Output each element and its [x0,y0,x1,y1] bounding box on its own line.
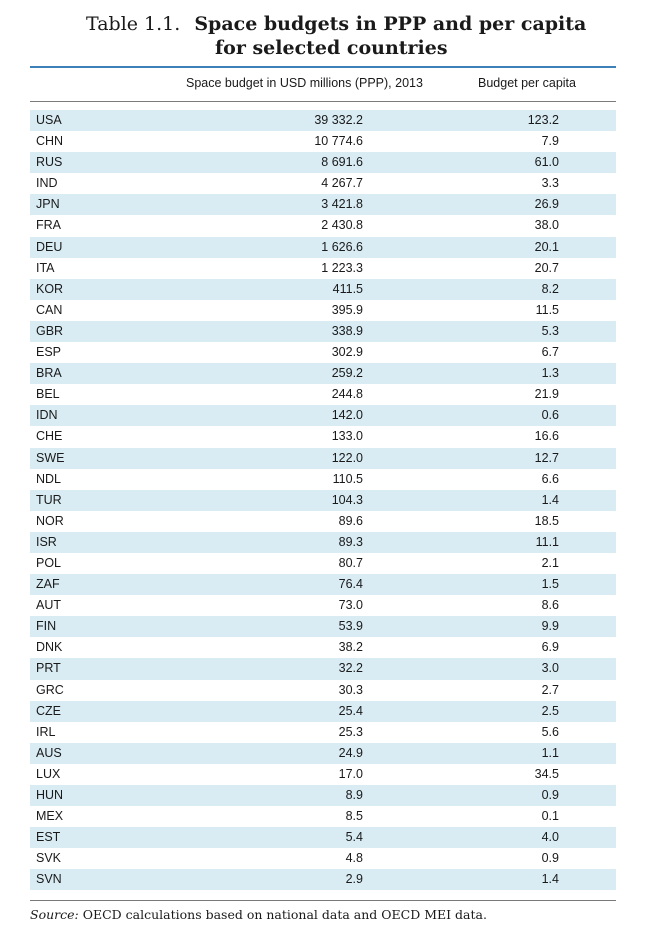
country-cell: SWE [36,450,65,465]
table-row [30,173,616,194]
budget-cell: 395.9 [331,302,363,317]
table-row [30,848,616,869]
country-cell: POL [36,555,62,570]
column-header-per-capita: Budget per capita [478,76,576,90]
source-label: Source: [30,907,79,922]
budget-cell: 80.7 [338,555,363,570]
table-number: Table 1.1. [86,13,181,35]
source-note [30,907,487,922]
table-row [30,616,616,637]
country-cell: ESP [36,345,62,360]
budget-cell: 17.0 [338,766,363,781]
budget-cell: 32.2 [338,661,363,676]
budget-cell: 1 626.6 [321,239,363,254]
budget-cell: 2 430.8 [321,218,363,233]
per-capita-cell: 1.5 [541,577,559,592]
table-row [30,532,616,553]
country-cell: DNK [36,640,63,655]
table-title-line1 [86,12,586,36]
country-cell: ZAF [36,577,60,592]
country-cell: CAN [36,302,63,317]
country-cell: DEU [36,239,63,254]
table-row [30,321,616,342]
per-capita-cell: 2.7 [541,682,559,697]
budget-cell: 302.9 [331,345,363,360]
budget-cell: 76.4 [338,577,363,592]
per-capita-cell: 1.1 [541,745,559,760]
budget-cell: 24.9 [338,745,363,760]
table-row [30,490,616,511]
table-row [30,448,616,469]
budget-cell: 8 691.6 [321,155,363,170]
budget-cell: 10 774.6 [314,134,363,149]
top-rule [30,66,616,68]
country-cell: IND [36,176,58,191]
country-cell: PRT [36,661,61,676]
budget-cell: 104.3 [331,492,363,507]
per-capita-cell: 9.9 [541,619,559,634]
per-capita-cell: 8.6 [541,598,559,613]
table-row [30,237,616,258]
country-cell: IRL [36,724,56,739]
per-capita-cell: 6.6 [541,471,559,486]
per-capita-cell: 0.6 [541,408,559,423]
table-body [30,110,616,890]
budget-cell: 4 267.7 [321,176,363,191]
per-capita-cell: 1.4 [541,872,559,887]
country-cell: BEL [36,387,60,402]
table-row [30,869,616,890]
country-cell: FIN [36,619,57,634]
per-capita-cell: 16.6 [534,429,559,444]
budget-cell: 89.6 [338,513,363,528]
country-cell: IDN [36,408,58,423]
table-row [30,194,616,215]
per-capita-cell: 26.9 [534,197,559,212]
per-capita-cell: 18.5 [534,513,559,528]
country-cell: AUS [36,745,62,760]
country-cell: EST [36,830,61,845]
country-cell: HUN [36,788,64,802]
table-row [30,363,616,384]
budget-cell: 338.9 [331,323,363,338]
table-row [30,637,616,658]
budget-cell: 3 421.8 [321,197,363,212]
country-cell: BRA [36,366,62,381]
country-cell: NOR [36,513,64,528]
country-cell: GBR [36,323,64,338]
budget-cell: 259.2 [331,366,363,381]
budget-cell: 244.8 [331,387,363,402]
table-row [30,426,616,447]
table-row [30,258,616,279]
per-capita-cell: 2.1 [541,555,559,570]
country-cell: JPN [36,197,60,212]
per-capita-cell: 11.5 [535,302,559,317]
header-rule [30,101,616,102]
country-cell: TUR [36,492,62,507]
country-cell: CHN [36,134,64,149]
per-capita-cell: 3.3 [541,176,559,191]
budget-cell: 38.2 [338,640,363,655]
country-cell: CZE [36,703,61,718]
table-row [30,764,616,785]
country-cell: MEX [36,809,64,824]
per-capita-cell: 8.2 [541,281,559,296]
table-row [30,595,616,616]
table-row [30,722,616,743]
table-title-line2: for selected countries [215,37,448,59]
budget-cell: 25.3 [338,724,363,739]
country-cell: ISR [36,534,57,549]
table-row [30,469,616,490]
budget-cell: 411.5 [332,281,363,296]
country-cell: KOR [36,281,64,296]
table-row [30,701,616,722]
per-capita-cell: 20.7 [534,260,559,275]
table-row [30,680,616,701]
table-row [30,405,616,426]
per-capita-cell: 4.0 [541,830,559,845]
per-capita-cell: 0.9 [541,788,559,802]
per-capita-cell: 61.0 [534,155,559,170]
per-capita-cell: 123.2 [527,113,559,127]
budget-cell: 4.8 [345,851,363,866]
per-capita-cell: 7.9 [541,134,559,149]
table-row [30,827,616,848]
table-row [30,574,616,595]
per-capita-cell: 5.6 [541,724,559,739]
per-capita-cell: 34.5 [534,766,559,781]
per-capita-cell: 1.4 [541,492,559,507]
column-header-budget: Space budget in USD millions (PPP), 2013 [186,76,423,90]
table-row [30,658,616,679]
table-row [30,152,616,173]
table-row [30,342,616,363]
table-row [30,131,616,152]
budget-cell: 110.5 [332,471,363,486]
budget-cell: 142.0 [331,408,363,423]
per-capita-cell: 3.0 [541,661,559,676]
country-cell: SVN [36,872,62,887]
per-capita-cell: 5.3 [541,323,559,338]
country-cell: SVK [36,851,62,866]
country-cell: LUX [36,766,61,781]
budget-cell: 73.0 [338,598,363,613]
budget-cell: 1 223.3 [321,260,363,275]
per-capita-cell: 21.9 [534,387,559,402]
country-cell: RUS [36,155,63,170]
per-capita-cell: 0.1 [541,809,559,824]
budget-cell: 39 332.2 [314,113,363,127]
country-cell: NDL [36,471,62,486]
per-capita-cell: 2.5 [541,703,559,718]
country-cell: ITA [36,260,55,275]
table-row [30,215,616,236]
table-row [30,553,616,574]
table-row [30,279,616,300]
table-row [30,511,616,532]
budget-cell: 5.4 [345,830,363,845]
per-capita-cell: 1.3 [541,366,559,381]
source-text: OECD calculations based on national data and OECD MEI data. [82,907,487,922]
country-cell: CHE [36,429,63,444]
per-capita-cell: 12.7 [534,450,559,465]
table-row [30,743,616,764]
budget-cell: 8.9 [345,788,363,802]
budget-cell: 8.5 [345,809,363,824]
country-cell: USA [36,113,62,127]
table-row [30,300,616,321]
per-capita-cell: 20.1 [534,239,559,254]
budget-cell: 30.3 [338,682,363,697]
table-row [30,785,616,806]
country-cell: FRA [36,218,61,233]
budget-cell: 89.3 [338,534,363,549]
table-row [30,806,616,827]
table-title-text: Space budgets in PPP and per capita [194,13,587,35]
per-capita-cell: 6.9 [541,640,559,655]
per-capita-cell: 0.9 [541,851,559,866]
budget-cell: 122.0 [331,450,363,465]
per-capita-cell: 38.0 [534,218,559,233]
budget-cell: 133.0 [331,429,363,444]
budget-cell: 25.4 [338,703,363,718]
per-capita-cell: 6.7 [541,345,559,360]
per-capita-cell: 11.1 [535,534,559,549]
budget-cell: 53.9 [338,619,363,634]
country-cell: GRC [36,682,64,697]
budget-cell: 2.9 [345,872,363,887]
country-cell: AUT [36,598,61,613]
table-row [30,110,616,131]
bottom-rule [30,900,616,901]
table-row [30,384,616,405]
